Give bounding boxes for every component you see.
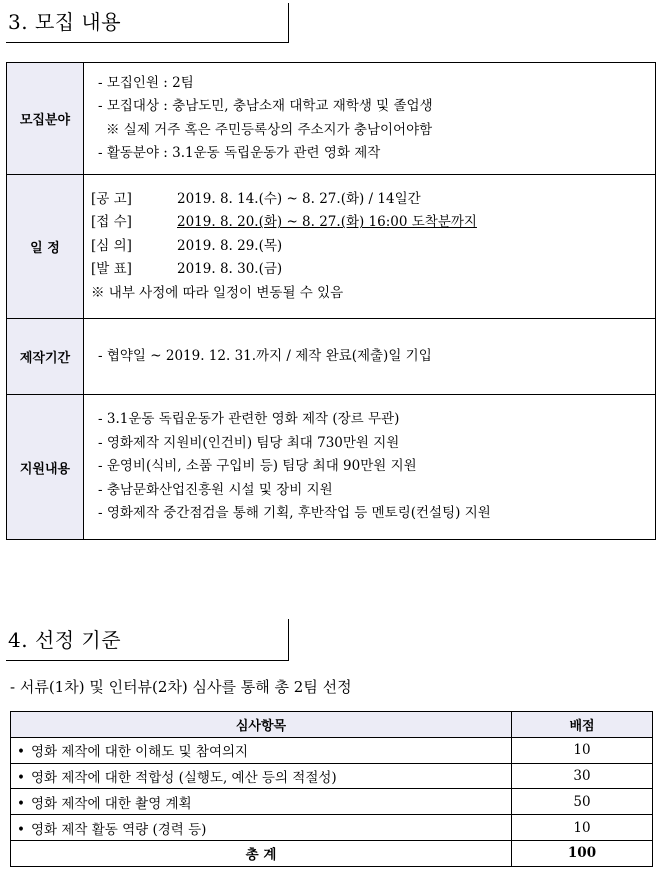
recruitment-table	[6, 62, 656, 540]
total-score: 100	[512, 840, 653, 866]
list-item: - 모집인원 : 2팀	[98, 74, 194, 91]
section-3-title: 3. 모집 내용	[8, 10, 122, 34]
table-header-row	[11, 712, 653, 738]
criteria-score: 50	[512, 789, 653, 815]
total-label: 총 계	[11, 840, 512, 866]
list-item: - 3.1운동 독립운동가 관련한 영화 제작 (장르 무관)	[98, 411, 400, 428]
list-item: - 활동분야 : 3.1운동 독립운동가 관련 영화 제작	[98, 145, 381, 161]
schedule-date: 2019. 8. 29.(목)	[177, 237, 283, 254]
table-row	[11, 789, 653, 815]
row-production-period	[7, 319, 656, 395]
criteria-score: 10	[512, 815, 653, 841]
bullet: •	[17, 769, 25, 786]
criteria-item: 영화 제작에 대한 적합성 (실행도, 예산 등의 적절성)	[31, 769, 337, 786]
column-header-item: 심사항목	[11, 712, 512, 738]
section-4-title: 4. 선정 기준	[8, 628, 122, 652]
schedule-label: [심 의]	[91, 237, 132, 254]
column-header-score: 배점	[512, 712, 653, 738]
list-item: - 영화제작 중간점검을 통해 기획, 후반작업 등 멘토링(컨설팅) 지원	[98, 505, 491, 522]
schedule-item	[91, 211, 655, 235]
schedule-label: [공 고]	[91, 190, 132, 207]
table-row	[11, 763, 653, 789]
schedule-item	[91, 258, 655, 282]
bullet: •	[17, 795, 25, 812]
note-text: ※ 실제 거주 혹은 주민등록상의 주소지가 충남이어야함	[106, 121, 433, 138]
section-3-heading	[6, 3, 289, 43]
criteria-item: 영화 제작에 대한 이해도 및 참여의지	[31, 744, 249, 761]
schedule-item	[91, 235, 655, 259]
criteria-item: 영화 제작 활동 역량 (경력 등)	[31, 821, 207, 838]
schedule-label: [접 수]	[91, 214, 132, 231]
schedule-date: 2019. 8. 20.(화) ~ 8. 27.(화) 16:00 도착분까지	[177, 214, 477, 231]
row-schedule	[7, 175, 656, 319]
schedule-date: 2019. 8. 30.(금)	[177, 261, 283, 278]
list-item: - 영화제작 지원비(인건비) 팀당 최대 730만원 지원	[98, 434, 400, 451]
schedule-label: [발 표]	[91, 261, 132, 278]
row-recruit-field	[7, 63, 656, 175]
criteria-table	[10, 711, 653, 867]
row-label: 일 정	[7, 175, 84, 319]
bullet: •	[17, 744, 25, 761]
note-text: ※ 내부 사정에 따라 일정이 변동될 수 있음	[91, 284, 344, 301]
bullet: •	[17, 821, 25, 838]
row-label: 지원내용	[7, 395, 84, 540]
row-support-details	[7, 395, 656, 540]
criteria-item: 영화 제작에 대한 촬영 계획	[31, 795, 192, 812]
list-item: - 운영비(식비, 소품 구입비 등) 팀당 최대 90만원 지원	[98, 458, 417, 475]
list-item: - 협약일 ~ 2019. 12. 31.까지 / 제작 완료(제출)일 기입	[98, 347, 432, 364]
table-row	[11, 737, 653, 763]
selection-intro: - 서류(1차) 및 인터뷰(2차) 심사를 통해 총 2팀 선정	[10, 678, 352, 696]
list-item: - 충남문화산업진흥원 시설 및 장비 지원	[98, 481, 333, 498]
section-4-heading	[6, 619, 289, 661]
list-item: - 모집대상 : 충남도민, 충남소재 대학교 재학생 및 졸업생	[98, 98, 433, 114]
row-label: 모집분야	[7, 63, 84, 175]
criteria-score: 10	[512, 737, 653, 763]
total-row	[11, 840, 653, 866]
table-row	[11, 815, 653, 841]
schedule-date: 2019. 8. 14.(수) ~ 8. 27.(화) / 14일간	[177, 190, 421, 207]
row-label: 제작기간	[7, 319, 84, 395]
schedule-item	[91, 188, 655, 212]
criteria-score: 30	[512, 763, 653, 789]
